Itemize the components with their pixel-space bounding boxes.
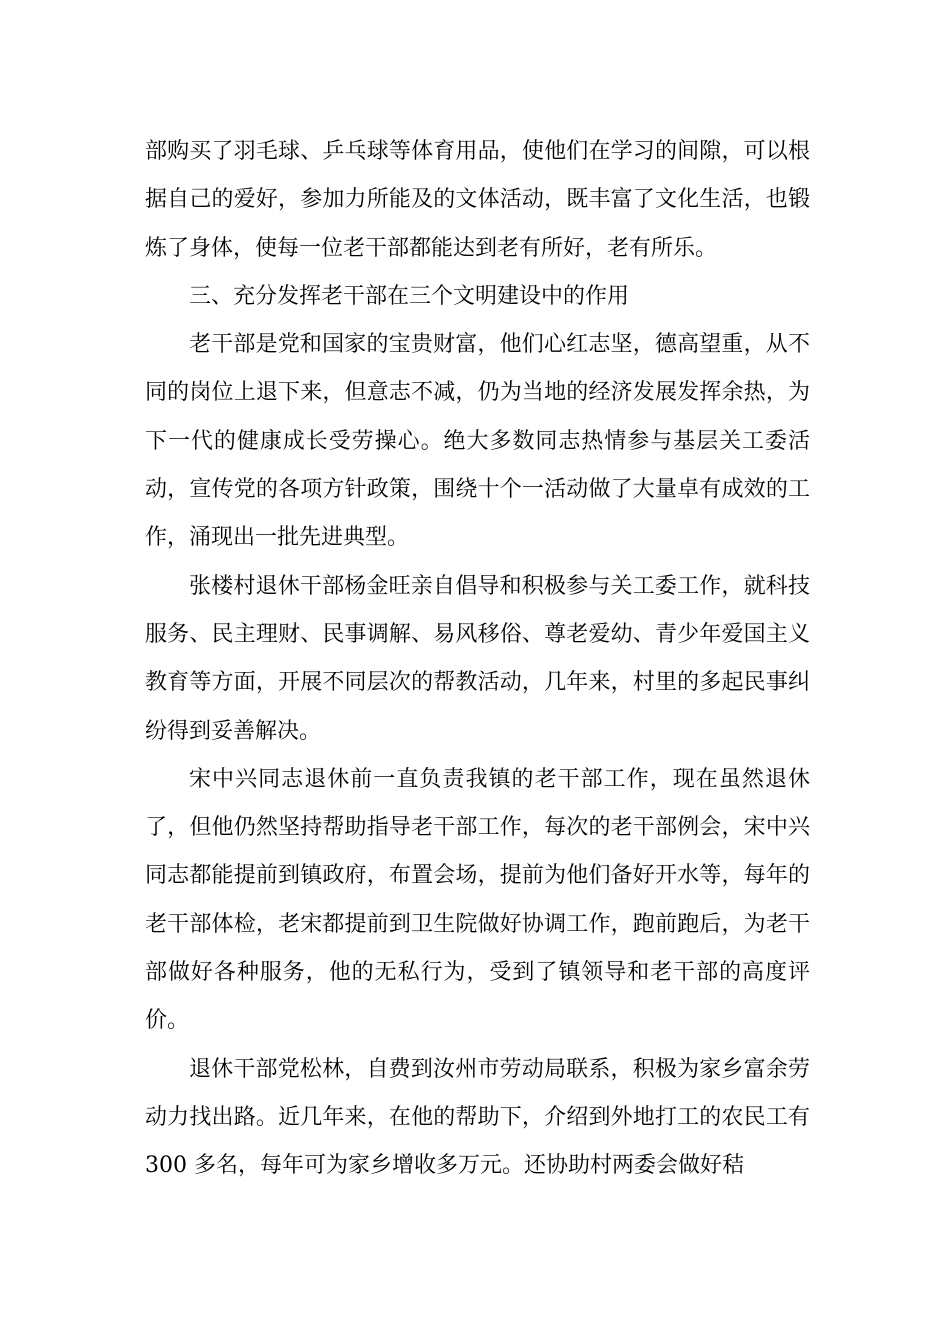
paragraph: 退休干部党松林，自费到汝州市劳动局联系，积极为家乡富余劳动力找出路。近几年来，在他的帮助下，介绍到外地打工的农民工有 300 多名，每年可为家乡增收多万元。还协助村两委会做好秸 bbox=[145, 1056, 810, 1179]
paragraph: 老干部是党和国家的宝贵财富，他们心红志坚，德高望重，从不同的岗位上退下来，但意志不减，仍为当地的经济发展发挥余热，为下一代的健康成长受劳操心。绝大多数同志热情参与基层关工委活动，宣传党的各项方针政策，围绕十个一活动做了大量卓有成效的工作，涌现出一批先进典型。 bbox=[145, 332, 810, 551]
document-body bbox=[145, 128, 810, 1191]
paragraph: 宋中兴同志退休前一直负责我镇的老干部工作，现在虽然退休了，但他仍然坚持帮助指导老干部工作，每次的老干部例会，宋中兴同志都能提前到镇政府，布置会场，提前为他们备好开水等，每年的老干部体检，老宋都提前到卫生院做好协调工作，跑前跑后，为老干部做好各种服务，他的无私行为，受到了镇领导和老干部的高度评价。 bbox=[145, 766, 810, 1034]
paragraph: 张楼村退休干部杨金旺亲自倡导和积极参与关工委工作，就科技服务、民主理财、民事调解、易风移俗、尊老爱幼、青少年爱国主义教育等方面，开展不同层次的帮教活动，几年来，村里的多起民事纠纷得到妥善解决。 bbox=[145, 573, 810, 744]
paragraph-continued: 部购买了羽毛球、乒乓球等体育用品，使他们在学习的间隙，可以根据自己的爱好，参加力所能及的文体活动，既丰富了文化生活，也锻炼了身体，使每一位老干部都能达到老有所好，老有所乐。 bbox=[145, 139, 810, 261]
section-heading: 三、充分发挥老干部在三个文明建设中的作用 bbox=[189, 283, 630, 309]
